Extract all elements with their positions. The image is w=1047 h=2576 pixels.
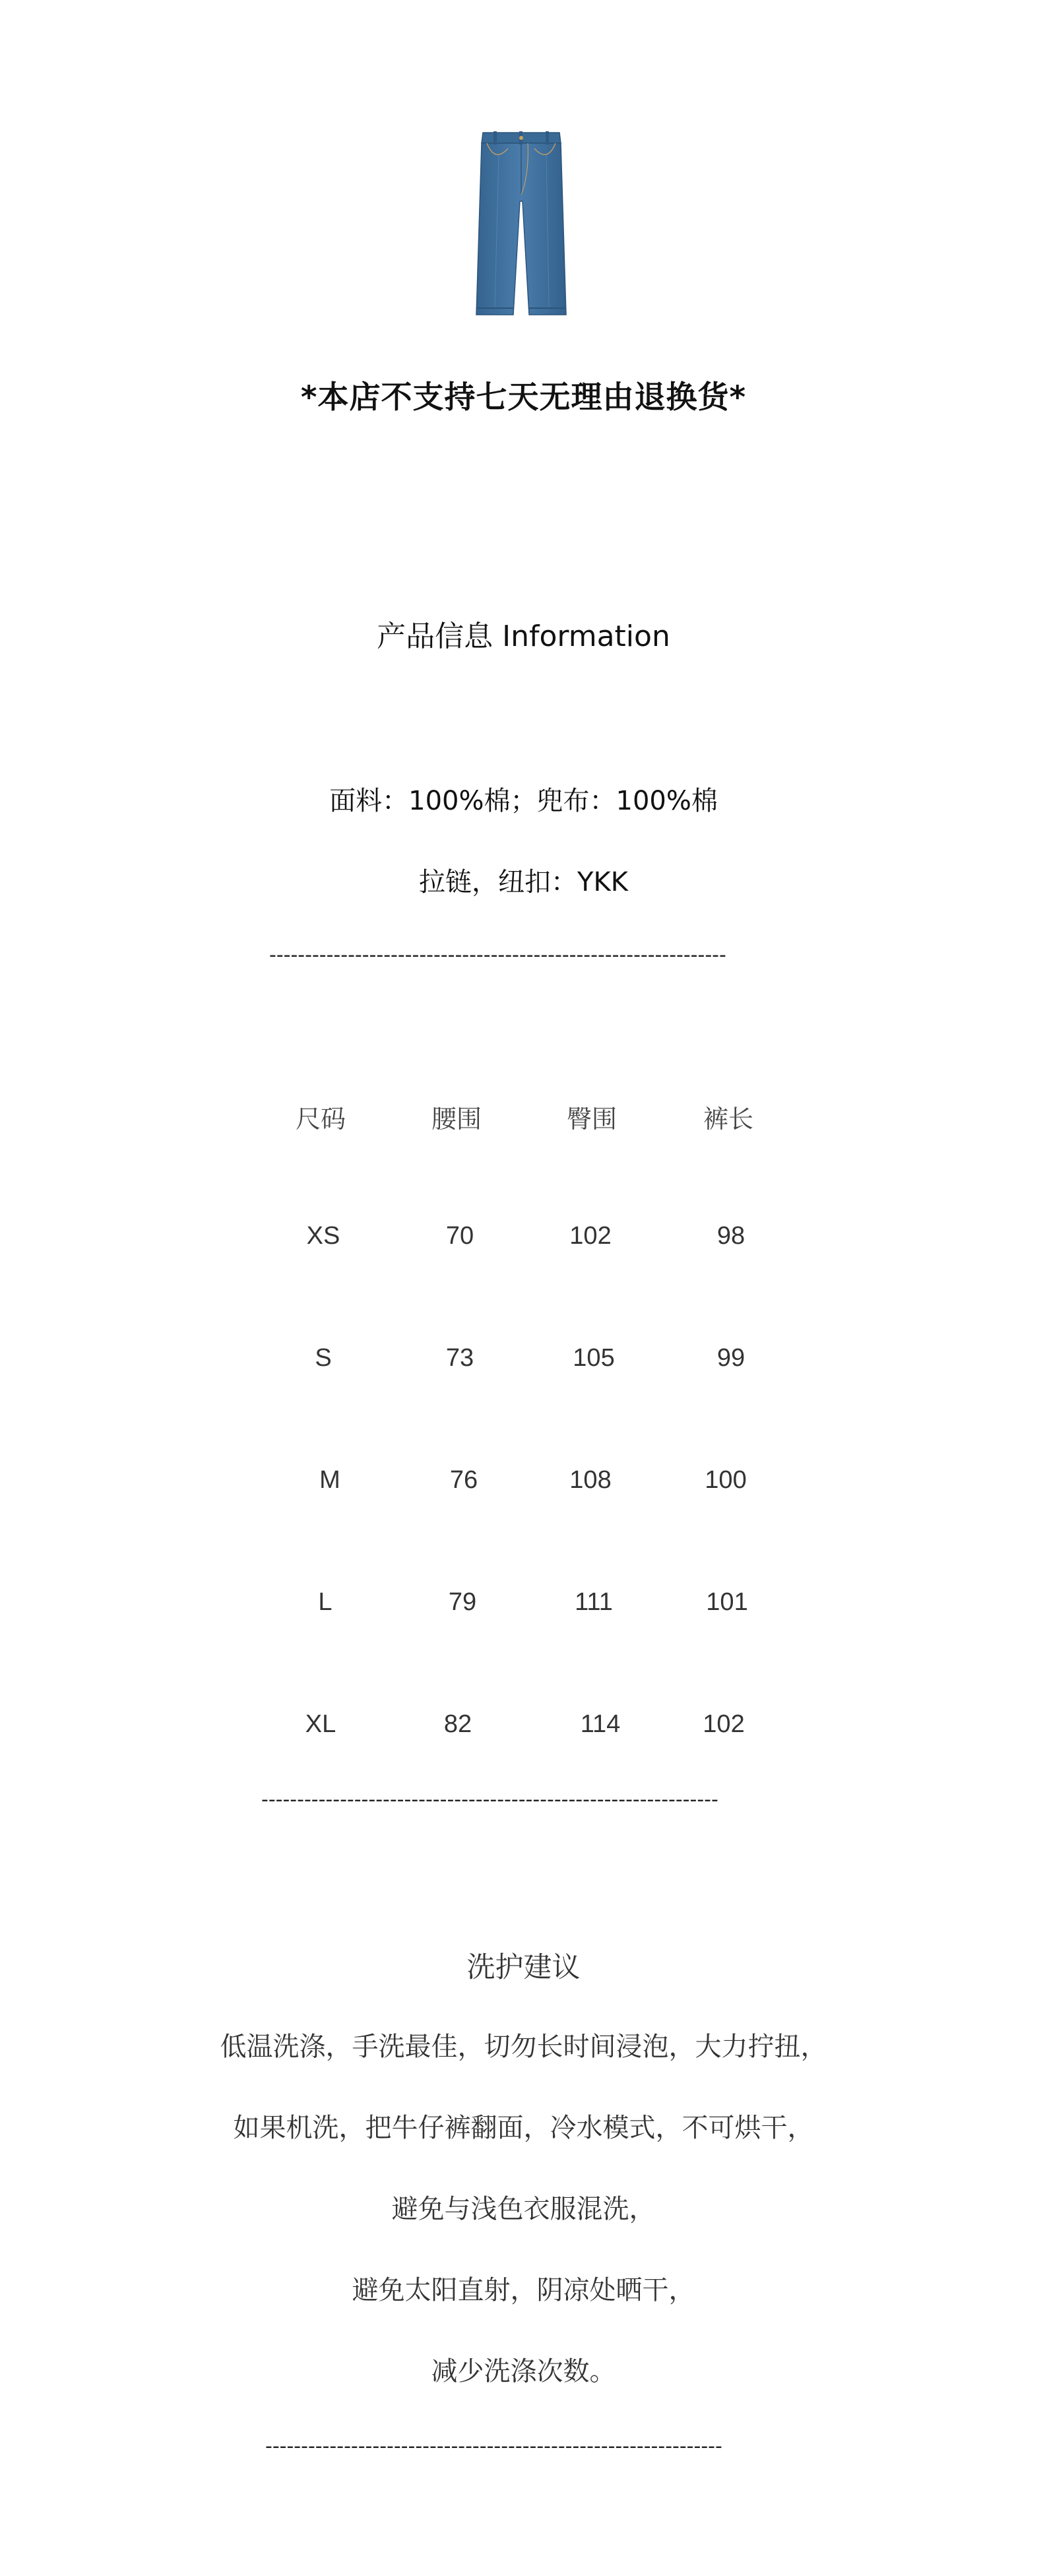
hip-cell: 102 xyxy=(569,1222,612,1250)
length-cell: 100 xyxy=(705,1466,747,1494)
length-cell: 98 xyxy=(716,1222,746,1250)
care-instruction-line: 如果机洗，把牛仔裤翻面，冷水模式，不可烘干， xyxy=(233,2113,814,2143)
size-cell: XS xyxy=(306,1222,340,1250)
care-instruction-line: 避免与浅色衣服混洗， xyxy=(391,2194,656,2224)
header-size: 尺码 xyxy=(295,1105,346,1134)
care-instruction-line: 减少洗涤次数。 xyxy=(431,2356,616,2387)
waist-cell: 79 xyxy=(448,1588,477,1616)
care-instruction-line: 避免太阳直射，阴凉处晒干， xyxy=(352,2275,695,2305)
hip-cell: 108 xyxy=(569,1466,612,1494)
hip-cell: 111 xyxy=(575,1588,613,1616)
fabric-spec: 面料：100%棉；兜布：100%棉 xyxy=(329,786,718,816)
divider-line: ---------------------------------------------------------------- xyxy=(261,1788,718,1811)
size-cell: M xyxy=(319,1466,340,1494)
hip-cell: 114 xyxy=(580,1710,621,1738)
hip-cell: 105 xyxy=(573,1344,615,1372)
waist-cell: 76 xyxy=(449,1466,478,1494)
length-cell: 99 xyxy=(716,1344,746,1372)
header-waist: 腰围 xyxy=(431,1105,482,1134)
header-hip: 臀围 xyxy=(566,1105,617,1134)
header-length: 裤长 xyxy=(703,1105,753,1134)
length-cell: 102 xyxy=(703,1710,745,1738)
waist-cell: 82 xyxy=(443,1710,472,1738)
jeans-product-image xyxy=(468,129,574,320)
divider-line: ---------------------------------------------------------------- xyxy=(265,2435,722,2458)
length-cell: 101 xyxy=(706,1588,748,1616)
size-cell: L xyxy=(318,1588,333,1616)
jeans-icon xyxy=(468,129,574,320)
zipper-button-spec: 拉链，纽扣：YKK xyxy=(419,867,628,897)
return-policy-notice: *本店不支持七天无理由退换货* xyxy=(300,379,747,416)
waist-cell: 70 xyxy=(445,1222,474,1250)
care-instruction-line: 低温洗涤，手洗最佳，切勿长时间浸泡，大力拧扭， xyxy=(220,2032,827,2062)
info-section-title: 产品信息 Information xyxy=(377,620,670,653)
divider-line: ---------------------------------------------------------------- xyxy=(269,944,726,967)
care-section-title: 洗护建议 xyxy=(466,1951,581,1984)
waist-cell: 73 xyxy=(445,1344,474,1372)
size-cell: S xyxy=(315,1344,332,1372)
size-cell: XL xyxy=(305,1710,336,1738)
